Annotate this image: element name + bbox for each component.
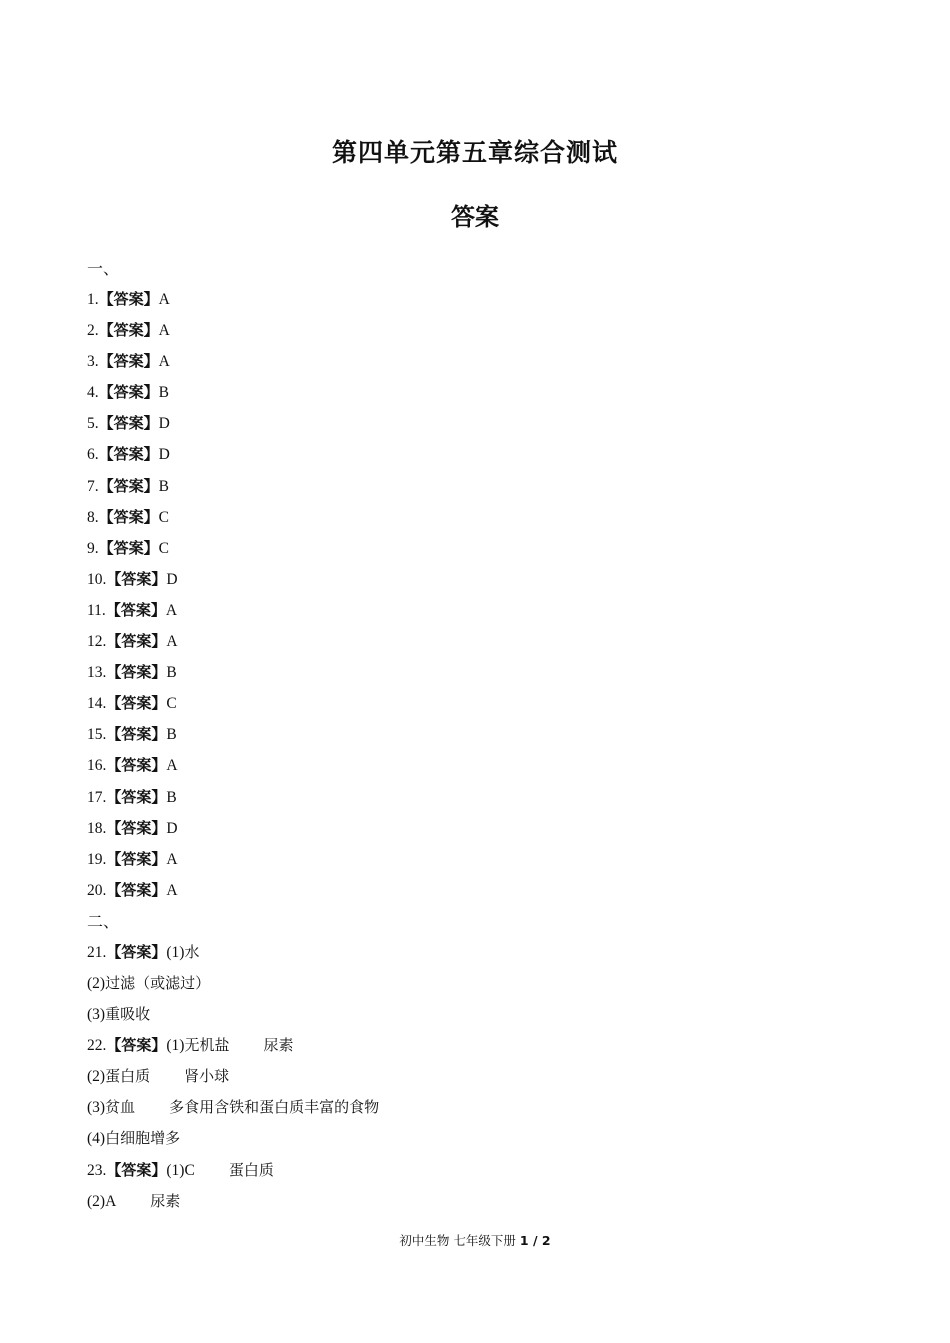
answer-tag: 【答案】: [98, 476, 159, 495]
answer-letter: A: [165, 601, 178, 619]
answer-tag: 【答案】: [106, 632, 167, 651]
answer-text: 贫血: [105, 1098, 136, 1117]
footer-text: 初中生物 七年级下册: [399, 1233, 516, 1248]
q21-part2: [87, 968, 887, 999]
question-number: 21.: [87, 943, 107, 961]
answer-letter: D: [166, 819, 178, 837]
answer-tag: 【答案】: [106, 725, 167, 744]
answer-row: [87, 813, 887, 844]
answer-letter: B: [158, 384, 169, 402]
answer-row: [87, 595, 887, 626]
answer-tag: 【答案】: [106, 787, 167, 806]
part-label: (1): [166, 1161, 185, 1179]
question-number: 6.: [87, 446, 99, 464]
answer-content: [87, 253, 887, 1217]
answer-tag: 【答案】: [106, 756, 167, 775]
question-number: 2.: [87, 322, 99, 340]
multiple-choice-answers: [87, 284, 887, 906]
answer-letter: B: [166, 726, 177, 744]
answer-tag: 【答案】: [105, 600, 166, 619]
answer-tag: 【答案】: [106, 818, 167, 837]
question-number: 16.: [87, 757, 107, 775]
answer-letter: A: [166, 633, 178, 651]
question-number: 23.: [87, 1161, 107, 1179]
part-label: (2): [87, 1192, 106, 1210]
answer-text: 无机盐: [184, 1036, 230, 1055]
answer-tag: 【答案】: [106, 663, 167, 682]
part-label: (3): [87, 1006, 106, 1024]
question-number: 14.: [87, 695, 107, 713]
part-label: (1): [166, 943, 185, 961]
answer-text: 重吸收: [105, 1005, 151, 1024]
question-number: 19.: [87, 850, 107, 868]
question-number: 3.: [87, 353, 99, 371]
answer-row: [87, 750, 887, 781]
question-number: 22.: [87, 1037, 107, 1055]
q22-part3: [87, 1092, 887, 1123]
answer-tag: 【答案】: [98, 414, 159, 433]
answer-row: [87, 657, 887, 688]
q22-part2: [87, 1061, 887, 1092]
question-number: 17.: [87, 788, 107, 806]
question-number: 5.: [87, 415, 99, 433]
answer-text: 尿素: [263, 1036, 294, 1055]
answer-text: 肾小球: [184, 1067, 230, 1086]
page-subtitle: 答案: [451, 203, 499, 231]
part-label: (1): [166, 1037, 185, 1055]
page-footer: [0, 1231, 950, 1249]
answer-letter: B: [166, 664, 177, 682]
answer-tag: 【答案】: [106, 1036, 167, 1055]
answer-row: [87, 502, 887, 533]
answer-row: [87, 315, 887, 346]
answer-letter: A: [158, 322, 170, 340]
answer-tag: 【答案】: [106, 569, 167, 588]
answer-row: [87, 844, 887, 875]
question-number: 8.: [87, 508, 99, 526]
question-number: 15.: [87, 726, 107, 744]
answer-row: [87, 408, 887, 439]
answer-letter: A: [166, 881, 178, 899]
question-number: 4.: [87, 384, 99, 402]
part-label: (2): [87, 974, 106, 992]
q21-part1: [87, 937, 887, 968]
answer-text: 多食用含铁和蛋白质丰富的食物: [169, 1098, 380, 1117]
answer-row: [87, 439, 887, 470]
answer-row: [87, 719, 887, 750]
part-label: (4): [87, 1130, 106, 1148]
answer-text: 过滤（或滤过）: [105, 973, 211, 992]
section-one-label: 一、: [87, 259, 120, 278]
answer-row: [87, 782, 887, 813]
answer-letter: C: [158, 539, 169, 557]
answer-row: [87, 688, 887, 719]
answer-tag: 【答案】: [98, 383, 159, 402]
answer-letter: A: [166, 850, 178, 868]
answer-text: 蛋白质: [105, 1067, 151, 1086]
question-number: 10.: [87, 570, 107, 588]
answer-tag: 【答案】: [98, 538, 159, 557]
question-number: 12.: [87, 633, 107, 651]
answer-row: [87, 284, 887, 315]
part-label: (2): [87, 1068, 106, 1086]
answer-text: C: [184, 1161, 195, 1179]
question-number: 13.: [87, 664, 107, 682]
answer-row: [87, 875, 887, 906]
answer-tag: 【答案】: [106, 694, 167, 713]
answer-letter: B: [158, 477, 169, 495]
answer-letter: D: [166, 570, 178, 588]
answer-letter: D: [158, 415, 170, 433]
answer-tag: 【答案】: [106, 1160, 167, 1179]
answer-letter: C: [166, 695, 177, 713]
answer-tag: 【答案】: [98, 507, 159, 526]
answer-letter: A: [166, 757, 178, 775]
answer-letter: C: [158, 508, 169, 526]
answer-tag: 【答案】: [98, 445, 159, 464]
answer-tag: 【答案】: [106, 942, 167, 961]
q23-part1: [87, 1155, 887, 1186]
answer-tag: 【答案】: [98, 321, 159, 340]
answer-letter: A: [158, 353, 170, 371]
answer-text: A: [105, 1192, 117, 1210]
question-number: 1.: [87, 291, 99, 308]
page-number: 1 / 2: [519, 1233, 551, 1248]
answer-letter: D: [158, 446, 170, 464]
answer-row: [87, 377, 887, 408]
answer-row: [87, 533, 887, 564]
answer-row: [87, 564, 887, 595]
page-title: 第四单元第五章综合测试: [331, 138, 618, 167]
answer-tag: 【答案】: [98, 290, 159, 308]
question-number: 9.: [87, 539, 99, 557]
section-two-label: 二、: [87, 911, 120, 931]
answer-row: [87, 626, 887, 657]
answer-tag: 【答案】: [106, 849, 167, 868]
answer-text: 蛋白质: [228, 1160, 274, 1179]
question-number: 7.: [87, 477, 99, 495]
q21-part3: [87, 999, 887, 1030]
answer-row: [87, 471, 887, 502]
part-label: (3): [87, 1099, 106, 1117]
answer-row: [87, 346, 887, 377]
question-number: 11.: [87, 601, 106, 619]
answer-tag: 【答案】: [106, 880, 167, 899]
answer-text: 水: [184, 942, 200, 961]
answer-letter: A: [158, 291, 170, 308]
answer-letter: B: [166, 788, 177, 806]
answer-tag: 【答案】: [98, 352, 159, 371]
answer-text: 尿素: [150, 1191, 181, 1210]
question-number: 18.: [87, 819, 107, 837]
answer-text: 白细胞增多: [105, 1129, 181, 1148]
q23-part2: [87, 1186, 887, 1217]
q22-part1: [87, 1030, 887, 1061]
question-number: 20.: [87, 881, 107, 899]
q22-part4: [87, 1123, 887, 1154]
